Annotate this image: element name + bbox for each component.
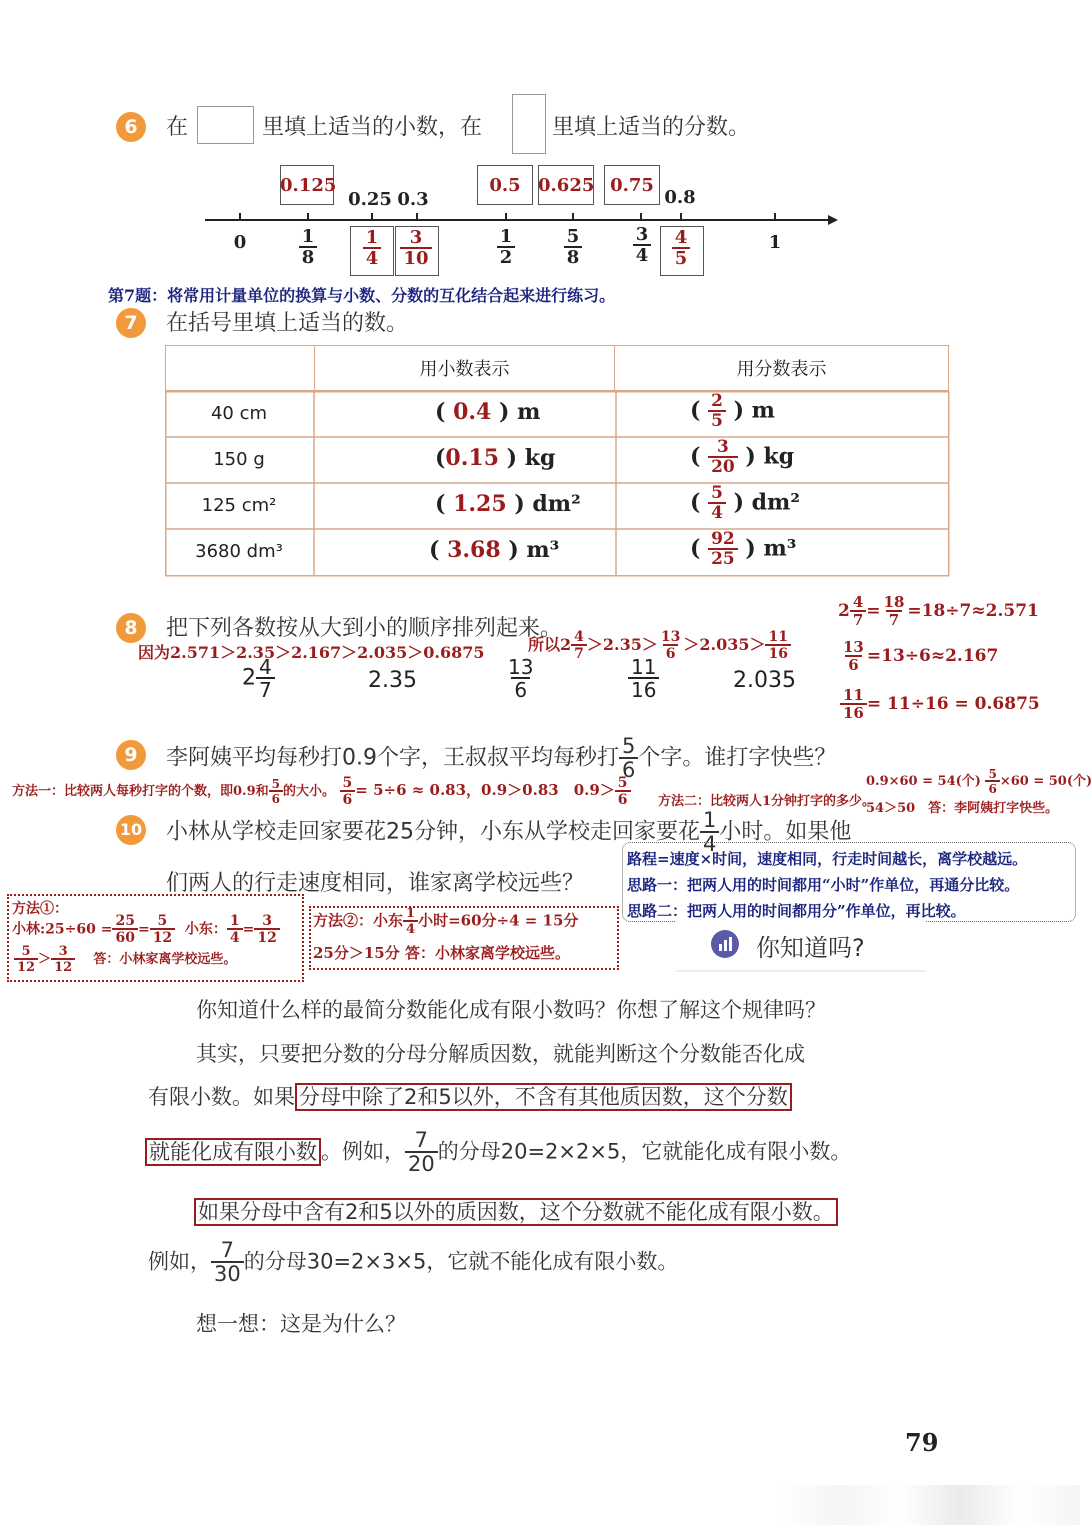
numerator: 13 — [843, 638, 864, 656]
p3a: 有限小数。如果 — [148, 1085, 295, 1109]
method1-line2: $\frac{5}{12}$ ＞ $\frac{3}{12}$ 答：小林家离学校远些。 — [14, 945, 236, 974]
denominator: 4 — [700, 831, 719, 855]
q10-tip-3: 思路二：把两人用的时间都用分”作单位，再比较。 — [627, 902, 966, 920]
calc3: = 11÷16 = 0.6875 — [866, 694, 1040, 714]
numerator: 11 — [631, 655, 657, 679]
numerator: 1 — [499, 226, 513, 247]
m1-a: 方法一：比较两人每秒打字的个数，即0.9和 — [12, 784, 269, 799]
numerator: 7 — [414, 1128, 429, 1152]
answer-05: 0.5 — [489, 175, 521, 196]
numerator: 5 — [342, 775, 353, 791]
denominator: 7 — [850, 610, 866, 628]
numerator: 4 — [852, 593, 864, 611]
q9-method2: 方法二：比较两人1分钟打字的多少。 — [658, 794, 876, 809]
given-08: 0.8 — [664, 187, 696, 208]
know-p1: 你知道什么样的最简分数能化成有限小数吗？你想了解这个规律吗？ — [196, 998, 826, 1022]
question-10-badge: 10 — [116, 815, 146, 845]
answer-4-5 — [661, 229, 701, 268]
given-03: 0.3 — [397, 189, 429, 210]
whole: 2 — [242, 665, 256, 691]
tick-3-4 — [622, 226, 662, 265]
row-fraction: ( $\frac{2}{5}$ ) m — [690, 391, 775, 431]
header-fraction: 用分数表示 — [615, 346, 949, 391]
r1b: ×60 = 50(个) — [999, 774, 1092, 789]
denominator: 8 — [299, 246, 318, 267]
teacher-note-q7: 第7题：将常用计量单位的换算与小数、分数的互化结合起来进行练习。 — [108, 286, 616, 305]
row-fraction: ( $\frac{3}{20}$ ) kg — [690, 437, 795, 477]
numerator: 18 — [883, 593, 905, 611]
row-label: 3680 dm³ — [195, 541, 283, 562]
denominator: 6 — [663, 644, 679, 661]
so-mid2: ＞2.035＞ — [683, 635, 766, 654]
know-p2: 其实，只要把分数的分母分解质因数，就能判断这个分数能否化成 — [196, 1042, 805, 1066]
tick-0: 0 — [233, 232, 247, 253]
denominator: 7 — [256, 677, 275, 700]
denominator: 7 — [571, 644, 587, 661]
denominator: 30 — [211, 1261, 244, 1285]
row-fraction: ( $\frac{5}{4}$ ) dm² — [690, 483, 800, 523]
tick-1-8 — [288, 228, 328, 267]
q9-text-b: 个字。谁打字快些？ — [638, 745, 837, 771]
p6a: 例如， — [148, 1249, 211, 1274]
question-7-badge: 7 — [116, 308, 146, 338]
answer-1-4 — [352, 229, 392, 268]
highlight-finite: 就能化成有限小数 — [145, 1138, 321, 1166]
m1-l1a: 小林:25÷60 = — [12, 921, 113, 938]
fraction-box-sample — [512, 94, 546, 154]
answer-0625: 0.625 — [538, 175, 595, 196]
denominator: 5 — [672, 247, 691, 268]
item-2-4-7 — [242, 657, 275, 700]
denominator: 6 — [340, 790, 356, 807]
unit: kg — [763, 443, 795, 470]
numerator: 7 — [220, 1238, 235, 1262]
q10-tip-2: 思路一：把两人用的时间都用“小时”作单位，再通分比较。 — [627, 876, 1020, 894]
row-label: 40 cm — [210, 403, 268, 424]
unit: m³ — [526, 537, 560, 563]
denominator: 6 — [615, 790, 631, 807]
numerator: 1 — [301, 226, 315, 247]
know-p4 — [145, 1130, 851, 1175]
tick-1-2 — [486, 228, 526, 267]
method2-line1 — [313, 907, 578, 936]
q10-text-b: 小时。如果他 — [719, 819, 852, 845]
m1-ans: 答：小林家离学校远些。 — [93, 952, 237, 967]
decimal-answer: 1.25 — [453, 491, 507, 517]
numerator: 25 — [115, 913, 135, 929]
denominator: 20 — [405, 1151, 438, 1175]
m2-b: 小时=60分÷4 = 15分 — [418, 911, 579, 930]
row-decimal: ( 3.68 ) m³ — [429, 537, 560, 563]
numerator: 5 — [21, 944, 31, 959]
r1: 0.9×60 = 54(个) — [866, 774, 981, 789]
numerator: 5 — [988, 767, 997, 781]
answer-075: 0.75 — [610, 175, 654, 196]
q7-text: 在括号里填上适当的数。 — [166, 311, 409, 336]
numerator: 3 — [58, 944, 68, 959]
know-p5 — [194, 1196, 838, 1226]
item-2-35: 2.35 — [368, 668, 417, 693]
denominator: 7 — [886, 610, 902, 628]
decimal-box-sample — [197, 106, 254, 144]
method1-title: 方法①： — [12, 901, 68, 917]
denominator: 2 — [497, 246, 516, 267]
numerator: 3 — [635, 224, 649, 245]
unit: dm² — [532, 491, 581, 517]
q10-text-line2: 们两人的行走速度相同，谁家离学校远些？ — [166, 871, 585, 896]
m1-l1c: 小东： — [184, 921, 227, 938]
q6-text-c: 里填上适当的分数。 — [552, 115, 751, 140]
q8-because: 因为2.571＞2.35＞2.167＞2.035＞0.6875 — [138, 643, 485, 662]
unit: m³ — [763, 535, 797, 562]
question-9-badge: 9 — [116, 740, 146, 770]
numerator: 5 — [157, 913, 168, 929]
numerator: 3 — [409, 227, 423, 248]
highlight-infinite: 如果分母中含有2和5以外的质因数，这个分数就不能化成有限小数。 — [194, 1198, 838, 1226]
calc-2-4-7 — [838, 595, 1039, 628]
denominator: 10 — [400, 247, 431, 268]
calc2: =13÷6≈2.167 — [866, 646, 999, 666]
q9-result2: 54＞50 答：李阿姨打字快些。 — [866, 801, 1059, 816]
denominator: 6 — [985, 780, 999, 795]
q9-result1 — [866, 768, 1092, 795]
row-label: 125 cm² — [201, 495, 277, 516]
denominator: 20 — [708, 456, 738, 476]
numerator: 1 — [365, 227, 379, 248]
denominator: 16 — [628, 677, 659, 700]
row-label: 150 g — [213, 449, 265, 470]
denominator: 4 — [227, 928, 243, 945]
numerator: 4 — [674, 227, 688, 248]
answer-3-10 — [396, 229, 436, 268]
unit: m — [751, 397, 775, 424]
denominator: 60 — [112, 928, 137, 945]
q8-so — [528, 630, 791, 661]
p4c: 的分母20=2×2×5，它就能化成有限小数。 — [437, 1139, 852, 1164]
unit: m — [517, 399, 541, 425]
denominator: 6 — [511, 677, 530, 700]
tick-1: 1 — [768, 232, 782, 253]
denominator: 4 — [708, 502, 726, 522]
numerator: 1 — [406, 906, 416, 921]
calc-eq: = — [866, 601, 881, 621]
q10-text-a: 小林从学校走回家要花25分钟，小东从学校走回家要花 — [166, 819, 700, 845]
numerator: 3 — [716, 437, 729, 457]
decimal-answer: 0.4 — [453, 399, 492, 425]
calc-13-6 — [840, 640, 998, 673]
bottom-stripe — [780, 1485, 1080, 1525]
conversion-table — [165, 345, 949, 391]
numerator: 5 — [271, 777, 280, 791]
numerator: 13 — [660, 629, 681, 645]
q9-text-a: 李阿姨平均每秒打0.9个字，王叔叔平均每秒打 — [166, 745, 619, 771]
so-mid: ＞2.35＞ — [586, 635, 658, 654]
highlight-rule: 分母中除了2和5以外，不含有其他质因数，这个分数 — [295, 1083, 792, 1111]
denominator: 12 — [254, 928, 279, 945]
denominator: 12 — [51, 958, 75, 974]
did-you-know-title: 你知道吗? — [756, 934, 865, 962]
given-025: 0.25 — [348, 189, 392, 210]
header-blank — [166, 346, 315, 391]
numerator: 1 — [703, 808, 717, 832]
method2-line2: 25分＞15分 答：小林家离学校远些。 — [313, 944, 570, 962]
numerator: 1 — [229, 913, 240, 929]
numerator: 4 — [574, 629, 584, 645]
m1-c: = 5÷6 ≈ 0.83，0.9＞0.83 0.9＞ — [355, 781, 615, 799]
answer-0125: 0.125 — [280, 175, 337, 196]
question-8-badge: 8 — [116, 613, 146, 643]
calc1-tail: =18÷7≈2.571 — [907, 601, 1039, 621]
denominator: 16 — [840, 703, 867, 721]
m1-l1b: = — [137, 921, 150, 938]
decimal-answer: 0.15 — [445, 445, 500, 471]
denominator: 16 — [765, 644, 790, 661]
know-p3 — [148, 1081, 792, 1111]
denominator: 6 — [845, 655, 861, 673]
question-6-badge: 6 — [116, 112, 146, 142]
whole: 2 — [838, 601, 850, 621]
denominator: 4 — [403, 920, 418, 936]
numerator: 2 — [711, 391, 723, 411]
denominator: 5 — [708, 410, 726, 430]
numerator: 92 — [711, 529, 735, 549]
numerator: 11 — [843, 686, 864, 704]
tick-5-8 — [553, 228, 593, 267]
row-fraction: ( $\frac{92}{25}$ ) m³ — [690, 529, 797, 569]
numerator: 4 — [259, 655, 272, 679]
row-decimal: (0.15 ) kg — [435, 445, 556, 471]
q10-tip-1: 路程=速度×时间，速度相同，行走时间越长，离学校越远。 — [627, 850, 1028, 868]
numerator: 11 — [768, 629, 788, 645]
q9-text — [166, 736, 836, 781]
numerator: 3 — [262, 913, 273, 929]
denominator: 12 — [14, 958, 38, 974]
q9-method1 — [12, 776, 631, 807]
unit: dm² — [751, 489, 800, 516]
p6b: 的分母30=2×3×5，它就不能化成有限小数。 — [243, 1249, 679, 1274]
row-decimal: ( 1.25 ) dm² — [435, 491, 581, 517]
row-decimal: ( 0.4 ) m — [435, 399, 541, 425]
numerator: 5 — [617, 775, 628, 791]
m2-a: 方法②：小东 — [313, 911, 404, 930]
denominator: 8 — [564, 246, 583, 267]
numerator: 5 — [711, 483, 723, 503]
numerator: 5 — [566, 226, 580, 247]
table-grid — [165, 391, 950, 577]
chart-icon — [711, 930, 739, 958]
calc-11-16 — [840, 688, 1040, 721]
item-13-6 — [505, 657, 536, 700]
numerator: 5 — [622, 734, 636, 758]
denominator: 4 — [363, 247, 382, 268]
q8-text: 把下列各数按从大到小的顺序排列起来。 — [166, 616, 563, 641]
unit: kg — [524, 445, 556, 471]
header-decimal: 用小数表示 — [315, 346, 615, 391]
so-lead: 所以2 — [528, 635, 572, 654]
numerator: 13 — [508, 655, 534, 679]
q6-text-b: 里填上适当的小数，在 — [262, 115, 483, 140]
item-2-035: 2.035 — [733, 668, 796, 693]
denominator: 6 — [269, 790, 283, 805]
denominator: 25 — [708, 548, 738, 568]
denominator: 4 — [633, 244, 652, 265]
m1-b: 的大小。 — [282, 784, 335, 799]
p4b: 。例如， — [321, 1139, 405, 1164]
denominator: 6 — [619, 757, 638, 781]
know-p7: 想一想：这是为什么？ — [196, 1312, 406, 1336]
page-number: 79 — [905, 1428, 939, 1457]
know-p6 — [148, 1240, 678, 1285]
decimal-answer: 3.68 — [447, 537, 501, 563]
item-11-16 — [628, 657, 659, 700]
method1-line1: 小林:25÷60 = $\frac{25}{60}$ = $\frac{5}{12}$ 小东： $\frac{1}{4}$ = $\frac{3}{12}$ — [12, 914, 280, 945]
q6-text-a: 在 — [166, 115, 189, 140]
denominator: 12 — [150, 928, 175, 945]
